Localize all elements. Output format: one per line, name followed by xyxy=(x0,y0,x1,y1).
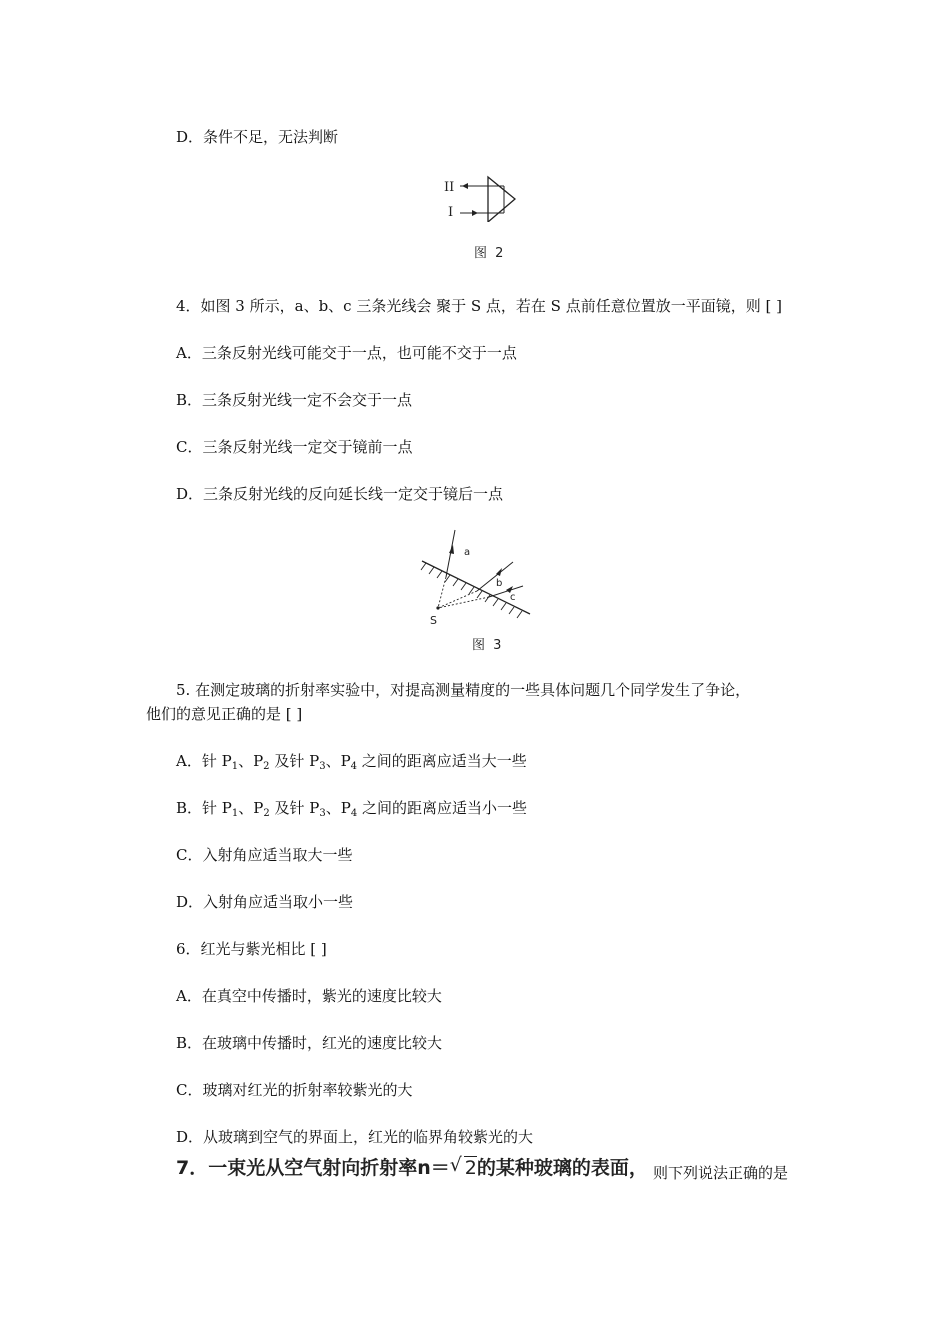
q5a-text: 、P xyxy=(238,752,264,770)
q7-stem-pre: 7．一束光从空气射向折射率n＝ xyxy=(176,1157,450,1179)
q4-option-a: A．三条反射光线可能交于一点，也可能不交于一点 xyxy=(176,344,517,362)
fig2-label-i: I xyxy=(448,205,454,220)
q5b-text: 、P xyxy=(238,799,264,817)
figure-2 xyxy=(440,172,520,222)
q5a-text: A．针 P xyxy=(176,752,232,770)
q4-option-d: D．三条反射光线的反向延长线一定交于镜后一点 xyxy=(176,485,504,503)
figure-2-caption: 图 2 xyxy=(474,246,506,261)
fig3-mirror xyxy=(422,561,530,614)
q5a-text: 、P xyxy=(325,752,351,770)
q5a-sub-4: 4 xyxy=(350,761,358,772)
q5b-sub-2: 2 xyxy=(263,808,270,819)
q6-option-a: A．在真空中传播时，紫光的速度比较大 xyxy=(176,987,442,1005)
q5-option-c: C．入射角应适当取大一些 xyxy=(176,846,353,864)
q7-stem-post: 则下列说法正确的是 xyxy=(653,1164,789,1182)
q5b-text: 、P xyxy=(325,799,351,817)
radical-icon: √ xyxy=(449,1154,462,1176)
q6-stem: 6．红光与紫光相比 [ ] xyxy=(176,940,327,958)
q5b-sub-3: 3 xyxy=(319,808,326,819)
q6-option-b: B．在玻璃中传播时，红光的速度比较大 xyxy=(176,1034,443,1052)
sqrt-symbol xyxy=(450,1155,477,1181)
q4-option-b: B．三条反射光线一定不会交于一点 xyxy=(176,391,413,409)
q5-option-b xyxy=(176,798,527,818)
q4-option-c: C．三条反射光线一定交于镜前一点 xyxy=(176,438,413,456)
sqrt-argument: 2 xyxy=(464,1157,477,1179)
q5b-sub-1: 1 xyxy=(231,808,239,819)
q5-option-a xyxy=(176,751,527,771)
q5-stem-line-1: 5. 在测定玻璃的折射率实验中，对提高测量精度的一些具体问题几个同学发生了争论， xyxy=(176,681,751,699)
q5b-sub-4: 4 xyxy=(350,808,358,819)
fig3-ray-c xyxy=(489,586,523,597)
q5b-text: B．针 P xyxy=(176,799,232,817)
figure-3-caption: 图 3 xyxy=(472,638,504,653)
q5a-sub-2: 2 xyxy=(263,761,270,772)
q4-stem: 4．如图 3 所示，a、b、c 三条光线会 聚于 S 点，若在 S 点前任意位置放一平面镜，则 [ ] xyxy=(176,297,782,315)
fig2-label-ii: II xyxy=(444,180,455,195)
q5b-text: 之间的距离应适当小一些 xyxy=(357,799,527,817)
fig2-arrow-ii xyxy=(462,183,468,189)
q7-stem-mid: 的某种玻璃的表面， xyxy=(476,1157,648,1179)
figure-3 xyxy=(410,528,540,630)
fig3-point-s xyxy=(436,606,439,609)
fig3-label-b: b xyxy=(496,578,503,589)
fig3-label-s: S xyxy=(430,614,437,627)
q5-stem-line-2: 他们的意见正确的是 [ ] xyxy=(146,705,303,723)
q5a-sub-1: 1 xyxy=(231,761,239,772)
q5a-sub-3: 3 xyxy=(319,761,326,772)
fig2-arrow-i xyxy=(472,210,478,216)
fig2-prism xyxy=(488,177,515,222)
q3-option-d: D．条件不足，无法判断 xyxy=(176,128,339,146)
q6-option-c: C．玻璃对红光的折射率较紫光的大 xyxy=(176,1081,413,1099)
q6-option-d: D．从玻璃到空气的界面上，红光的临界角较紫光的大 xyxy=(176,1128,534,1146)
q5b-text: 及针 P xyxy=(269,799,320,817)
q7-stem xyxy=(176,1155,648,1181)
fig3-label-a: a xyxy=(464,547,471,558)
q5-option-d: D．入射角应适当取小一些 xyxy=(176,893,354,911)
q5a-text: 之间的距离应适当大一些 xyxy=(357,752,527,770)
fig3-ray-b xyxy=(477,562,513,591)
fig3-label-c: c xyxy=(510,592,516,603)
q5a-text: 及针 P xyxy=(269,752,320,770)
